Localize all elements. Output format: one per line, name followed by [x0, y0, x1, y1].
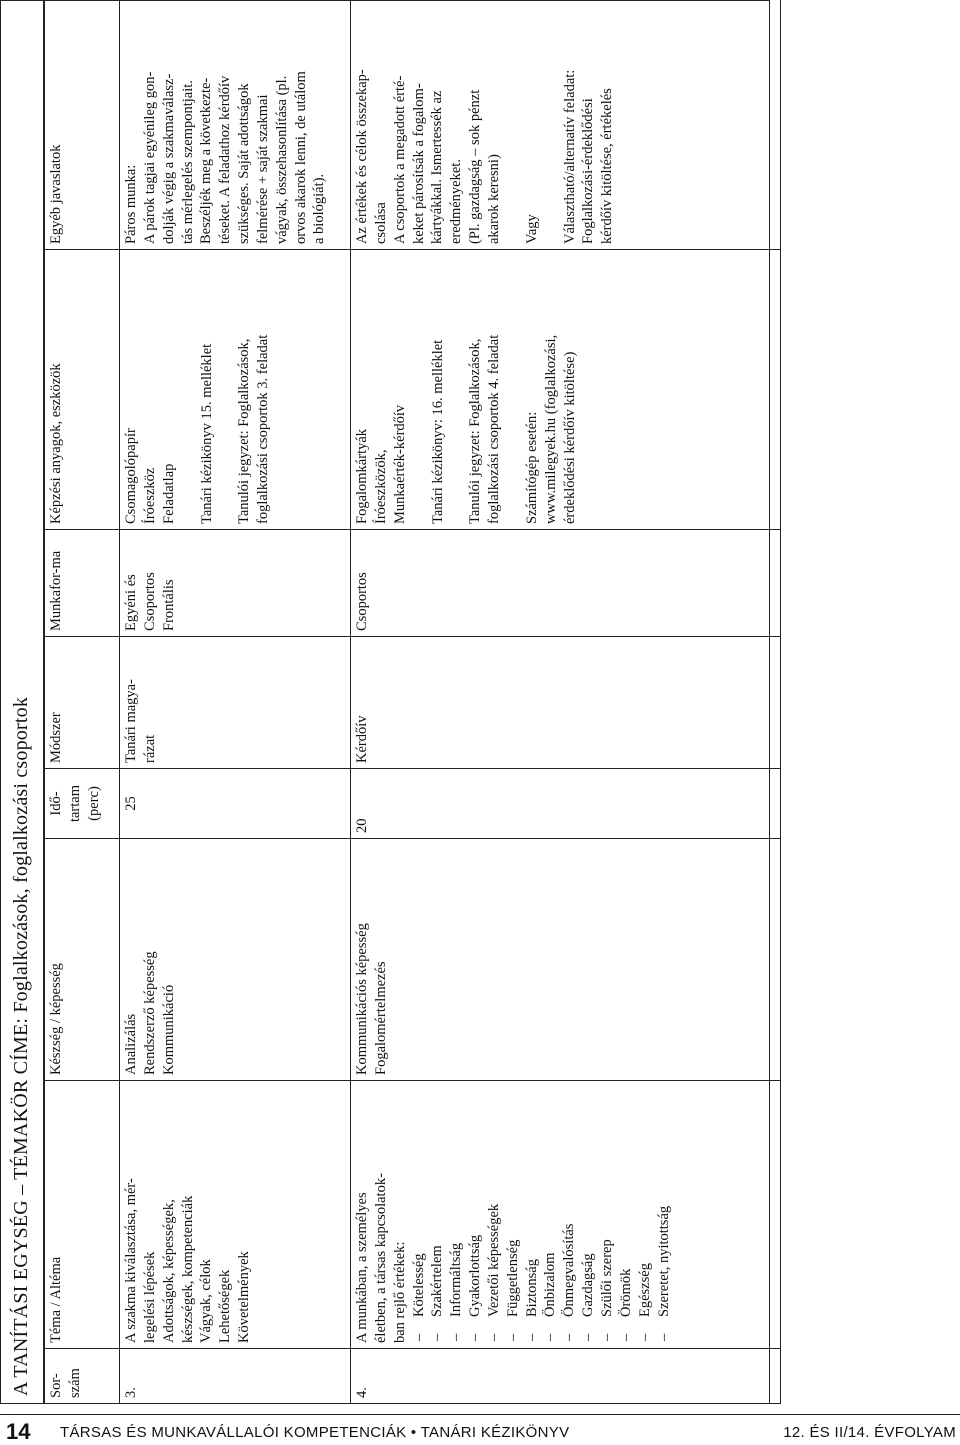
- list-item: – Gyakorlottság: [466, 1086, 485, 1343]
- table-row: [120, 0, 351, 1404]
- header-tema: Téma / Altéma: [45, 1081, 120, 1349]
- egyeb-line: A párok tagjai egyénileg gon-: [141, 71, 158, 244]
- anyagok-line: Csomagolópapír: [123, 428, 139, 524]
- list-item: – Szülői szerep: [598, 1086, 617, 1343]
- list-item: – Szeretet, nyitottság: [655, 1086, 674, 1343]
- list-item: – Informáltság: [447, 1086, 466, 1343]
- egyeb-line: Vagy: [523, 214, 540, 244]
- egyeb-line: akarok keresni): [485, 154, 502, 244]
- munkaforma-line: Frontális: [160, 579, 177, 631]
- tema-line: készségek, kompetenciák: [179, 1195, 196, 1343]
- anyagok-line: foglalkozási csoportok 3. feladat: [255, 334, 272, 524]
- tema-line: életben, a társas kapcsolatok-: [372, 1173, 389, 1343]
- tema-line: Adottságok, képességek,: [160, 1199, 177, 1343]
- egyeb-line: Választható/alternatív feladat:: [561, 69, 578, 244]
- anyagok-cell: [351, 250, 781, 530]
- tema-line: Vágyak, célok: [198, 1259, 215, 1343]
- list-item: – Önmegvalósítás: [560, 1086, 579, 1343]
- list-item: – Egészség: [636, 1086, 655, 1343]
- egyeb-line: felmérése + saját szakmai: [254, 94, 271, 244]
- keszseg-cell: [351, 839, 781, 1081]
- header-sorszam: Sor-szám: [45, 1349, 120, 1404]
- keszseg-line: Fogalomértelmezés: [372, 961, 389, 1075]
- page-footer: [0, 1414, 960, 1445]
- egyeb-line: kérdőív kitöltése, értékelés: [599, 88, 616, 244]
- header-munkaforma: Munkafor-ma: [45, 530, 120, 637]
- munkaforma-cell: [351, 530, 781, 637]
- tema-cell: [120, 1081, 351, 1349]
- list-item: – Vezetői képességek: [485, 1086, 504, 1343]
- tema-cell: [351, 1081, 781, 1349]
- egyeb-line: a biológiát).: [311, 173, 328, 244]
- list-item: – Szakértelem: [428, 1086, 447, 1343]
- anyagok-line: Fogalomkártyák: [354, 428, 370, 524]
- egyeb-line: Foglalkozási-érdeklődési: [580, 98, 597, 244]
- book-title: TÁRSAS ÉS MUNKAVÁLLALÓI KOMPETENCIÁK • TANÁRI KÉZIKÖNYV: [60, 1424, 570, 1441]
- tema-line: A munkában, a személyes: [354, 1192, 370, 1343]
- list-item: – Függetlenség: [504, 1086, 523, 1343]
- anyagok-cell: [120, 250, 351, 530]
- egyeb-line: vágyak, összehasonlítása (pl.: [273, 75, 290, 244]
- egyeb-line: orvos akarok lenni, de utálom: [292, 71, 309, 244]
- keszseg-cell: [120, 839, 351, 1081]
- header-egyeb: Egyéb javaslatok: [45, 0, 120, 250]
- egyeb-line: téseket. A feladathoz kérdőív: [217, 75, 234, 244]
- list-item: – Biztonság: [523, 1086, 542, 1343]
- keszseg-line: Rendszerző képesség: [141, 951, 158, 1075]
- tema-line: A szakma kiválasztása, mér-: [123, 1178, 139, 1343]
- keszseg-line: Kommunikáció: [160, 984, 177, 1075]
- grade-label: 12. ÉS II/14. ÉVFOLYAM: [783, 1424, 956, 1441]
- header-keszseg: Készség / képesség: [45, 839, 120, 1081]
- duration-cell: 25: [120, 769, 351, 839]
- list-item: – Örömök: [617, 1086, 636, 1343]
- egyeb-cell: [351, 0, 781, 250]
- header-anyagok: Képzési anyagok, eszközök: [45, 250, 120, 530]
- egyeb-line: keket párosítsák a fogalom-: [410, 83, 427, 244]
- tema-line: Követelmények: [236, 1251, 253, 1343]
- egyeb-line: tás mérlegelés szempontjait.: [179, 80, 196, 244]
- egyeb-line: (Pl. gazdagság – sok pénzt: [467, 89, 484, 244]
- anyagok-line: Tanulói jegyzet: Foglalkozások,: [236, 338, 253, 524]
- egyeb-line: eredményeket.: [448, 159, 465, 244]
- values-list: [410, 1086, 674, 1343]
- munkaforma-line: Csoportos: [354, 572, 370, 631]
- egyeb-line: Az értékek és célok összekap-: [354, 69, 370, 244]
- modszer-line: Kérdőív: [354, 715, 370, 763]
- list-item: – Gazdagság: [579, 1086, 598, 1343]
- tema-line: legelési lépések: [141, 1251, 158, 1343]
- list-item: – Kötelesség: [410, 1086, 429, 1343]
- modszer-cell: [351, 637, 781, 769]
- anyagok-line: Íróeszköz: [141, 467, 158, 524]
- egyeb-line: kártyákkal. Ismertessék az: [429, 90, 446, 244]
- keszseg-line: Kommunikációs képesség: [354, 923, 370, 1075]
- anyagok-line: foglalkozási csoportok 4. feladat: [486, 334, 503, 524]
- list-item: – Önbizalom: [541, 1086, 560, 1343]
- egyeb-line: csolása: [372, 202, 389, 244]
- header-idotartam: Idő-tartam (perc): [45, 769, 120, 839]
- anyagok-line: Feladatlap: [160, 463, 177, 524]
- row-number: 3.: [120, 1349, 351, 1404]
- anyagok-line: Íróeszközök,: [372, 449, 389, 524]
- anyagok-line: Tanári kézikönyv 15. melléklet: [198, 343, 215, 524]
- duration-cell: 20: [351, 769, 781, 839]
- munkaforma-line: Egyéni és: [123, 574, 139, 631]
- tema-line: ban rejlő értékek:: [391, 1241, 408, 1343]
- modszer-line: rázat: [141, 734, 158, 763]
- egyeb-line: A csoportok a megadott érté-: [391, 75, 408, 244]
- lesson-plan-table: [44, 0, 781, 1404]
- egyeb-line: Páros munka:: [123, 164, 139, 244]
- modszer-line: Tanári magya-: [123, 679, 139, 763]
- anyagok-line: érdeklődési kérdőív kitöltése): [561, 351, 578, 524]
- keszseg-line: Analizálás: [123, 1013, 139, 1075]
- egyeb-cell: [120, 0, 351, 250]
- unit-title-banner: A TANÍTÁSI EGYSÉG – TÉMAKÖR CÍME: Foglalkozások, foglalkozási csoportok: [0, 0, 44, 1404]
- anyagok-line: www.milegyek.hu (foglalkozási,: [542, 334, 559, 524]
- munkaforma-line: Csoportos: [141, 572, 158, 631]
- table-row: [351, 0, 781, 1404]
- row-number: 4.: [351, 1349, 781, 1404]
- egyeb-line: szükséges. Saját adottságok: [236, 83, 253, 244]
- table-header-row: [45, 0, 120, 1404]
- egyeb-line: Beszéljék meg a következte-: [198, 77, 215, 244]
- page-number: 14: [6, 1419, 31, 1444]
- anyagok-line: Munkaérték-kérdőív: [391, 404, 408, 524]
- anyagok-line: Tanulói jegyzet: Foglalkozások,: [467, 338, 484, 524]
- modszer-cell: [120, 637, 351, 769]
- egyeb-line: dolják végig a szakmaválasz-: [160, 73, 177, 244]
- tema-line: Lehetőségek: [217, 1269, 234, 1343]
- anyagok-line: Tanári kézikönyv: 16. melléklet: [429, 339, 446, 524]
- anyagok-line: Számítógép esetén:: [524, 411, 541, 524]
- header-modszer: Módszer: [45, 637, 120, 769]
- munkaforma-cell: [120, 530, 351, 637]
